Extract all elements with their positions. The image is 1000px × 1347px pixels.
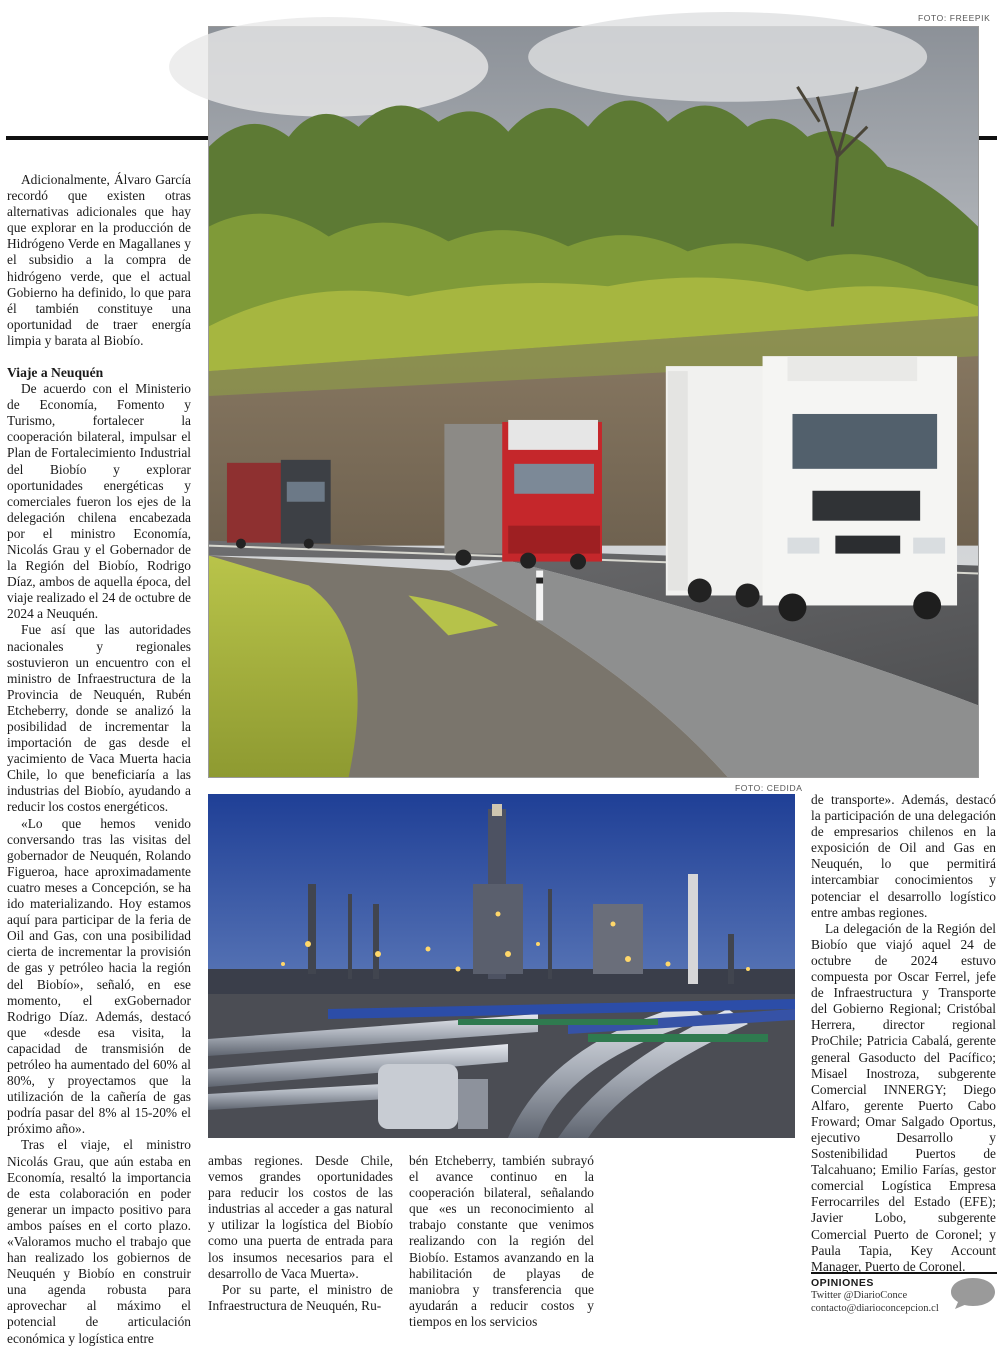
top-rule-right: [979, 136, 997, 140]
paragraph: ambas regiones. Desde Chile, vemos grandes oportunidades para reducir los costos de las industrias al acceder a gas natural y utilizar la logística del Biobío como una puerta de entrada para los insumos necesarios para el desarrollo de Vaca Muerta».: [208, 1153, 393, 1281]
article-column-4: [811, 792, 996, 1275]
paragraph: Tras el viaje, el ministro Nicolás Grau, que aún estaba en Economía, resaltó la importancia de esta colaboración en poder generar un impacto positivo para ambos países en el corto plazo. «Valoramos mucho el trabajo que han realizado los gobiernos de Neuquén y Biobío en construir una agenda robusta para aprovechar al máximo el potencial de articulación económica y logística entre: [7, 1137, 191, 1346]
contact-email[interactable]: contacto@diarioconcepcion.cl: [811, 1303, 939, 1314]
paragraph: Por su parte, el ministro de Infraestructura de Neuquén, Ru-: [208, 1281, 393, 1313]
photo-trucks-on-highway: [208, 26, 979, 778]
photo-refinery-at-dusk: [208, 794, 795, 1138]
article-column-3: [409, 1153, 594, 1330]
paragraph: bén Etcheberry, también subrayó el avance continuo en la cooperación bilateral, señalando que «es un reconocimiento al trabajo constante que venimos realizando con la región del Biobío. Estamos avanzando en la habilitación de playas de maniobra y transferencia que ayudarán a reducir costos y tiempos en los servicios: [409, 1153, 594, 1329]
photo-credit-refinery: FOTO: CEDIDA: [735, 783, 803, 793]
top-rule-left: [6, 136, 208, 140]
paragraph: Fue así que las autoridades nacionales y regionales sostuvieron un encuentro con el ministro de Infraestructura de la Provincia de Neuquén, Rubén Etcheberry, donde se analizó la posibilidad de incrementar la importación de gas desde el yacimiento de Vaca Muerta hacia Chile, lo que beneficiaría a las industrias del Biobío, ayudando a reducir los costos energéticos.: [7, 622, 191, 815]
paragraph: De acuerdo con el Ministerio de Economía, Fomento y Turismo, fortalecer la cooperación bilateral, impulsar el Plan de Fortalecimiento Industrial del Biobío y explorar oportunidades energéticas y comerciales fueron los ejes de la delegación chilena encabezada por el ministro Economía, Nicolás Grau y el Gobernador de la Región del Biobío, Rodrigo Díaz, ambos de aquella época, del viaje realizado el 24 de octubre de 2024 a Neuquén.: [7, 381, 191, 622]
article-column-1: [7, 172, 191, 1347]
opinions-label: OPINIONES: [811, 1277, 874, 1289]
speech-bubble-icon: [949, 1276, 997, 1310]
article-column-2: [208, 1153, 393, 1314]
paragraph: La delegación de la Región del Biobío que viajó aquel 24 de octubre de 2024 estuvo compuesta por Oscar Ferrel, jefe de Infraestructura y Transporte del Gobierno Regional; Cristóbal Herrera, director regional ProChile; Patricia Cabalá, gerente general Gasoducto del Pacífico; Misael Inostroza, subgerente Comercial INNERGY; Diego Alfaro, gerente Puerto Cabo Froward; Omar Salgado Oportus, ejecutivo Desarrollo y Sostenibilidad Puertos de Talcahuano; Emilio Farías, gestor comercial Logística Empresa Ferrocarriles del Estado (EFE); Javier Lobo, subgerente Comercial Puerto de Coronel; y Paula Tapia, Key Account Manager, Puerto de Coronel.: [811, 920, 996, 1274]
paragraph: Adicionalmente, Álvaro García recordó que existen otras alternativas adicionales que hay que explorar en la producción de Hidrógeno Verde en Magallanes y el subsidio a la compra de hidrógeno verde, que el actual Gobierno ha definido, lo que para él también constituye una oportunidad de traer energía limpia y barata al Biobío.: [7, 172, 191, 348]
photo-credit-trucks: FOTO: FREEPIK: [918, 13, 991, 23]
paragraph: «Lo que hemos venido conversando tras las visitas del gobernador de Neuquén, Rolando Figueroa, hace aproximadamente cuatro meses a Concepción, se ha ido materializando. Hoy estamos aquí para participar de la feria de Oil and Gas, con una posibilidad cierta de incrementar la provisión de gas y petróleo hacia la región del Biobío», señaló, en ese momento, el exGobernador Rodrigo Díaz. Además, destacó que «desde esa visita, la capacidad de transmisión de petróleo ha aumentado del 60% al 80%, y proyectamos que la utilización de la cañería de gas podría pasar del 8% al 15-20% el próximo año».: [7, 815, 191, 1137]
section-heading: Viaje a Neuquén: [7, 365, 104, 381]
paragraph: de transporte». Además, destacó la participación de una delegación de empresarios chilenos en la exposición de Oil and Gas en Neuquén, lo que permitirá intercambiar conocimientos y potenciar el desarrollo logístico entre ambas regiones.: [811, 792, 996, 920]
twitter-handle[interactable]: Twitter @DiarioConce: [811, 1290, 908, 1301]
